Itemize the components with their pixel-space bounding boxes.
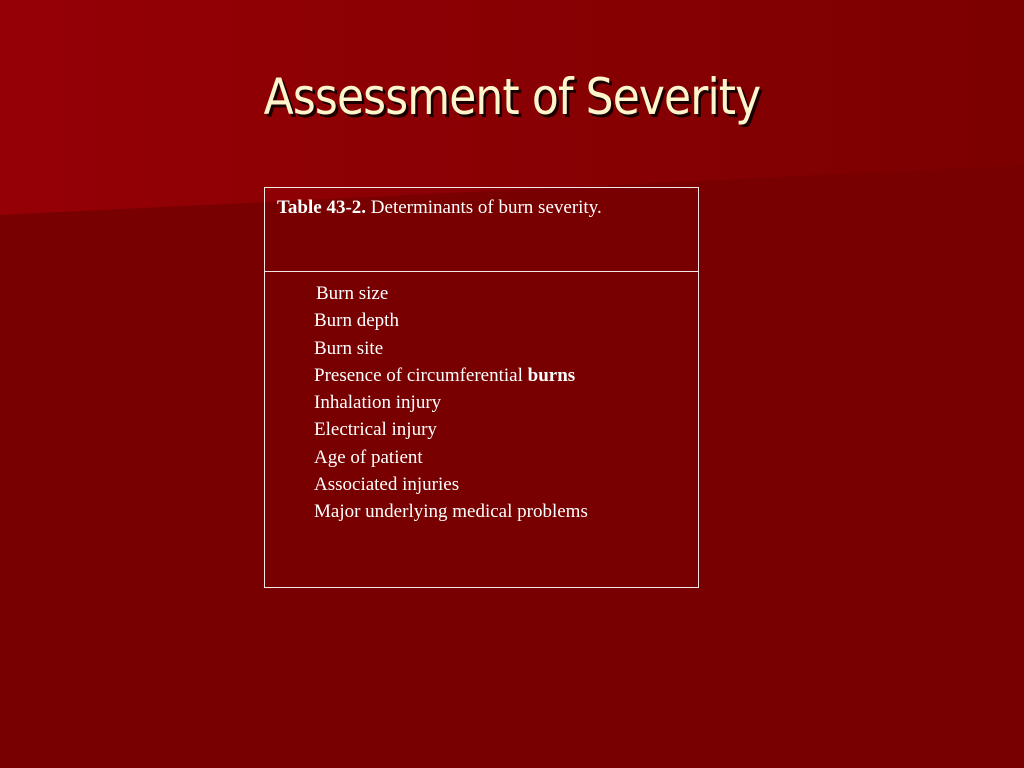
list-item-text: Burn size xyxy=(316,283,389,304)
list-item-text: Major underlying medical problems xyxy=(314,501,588,523)
list-item xyxy=(265,498,698,525)
determinants-list xyxy=(265,280,698,526)
slide-title: Assessment of Severity xyxy=(263,68,761,126)
list-item xyxy=(265,335,698,362)
determinants-table xyxy=(264,187,699,588)
list-item xyxy=(265,389,698,416)
list-item xyxy=(265,280,698,307)
list-item-text: Age of patient xyxy=(314,446,423,468)
list-item xyxy=(265,444,698,471)
list-item-text: Inhalation injury xyxy=(314,392,442,414)
list-item xyxy=(265,416,698,443)
table-caption xyxy=(265,188,698,272)
list-item-text: Electrical injury xyxy=(314,419,437,441)
list-item-bold-text: burns xyxy=(527,364,576,386)
table-caption-number: Table 43-2. xyxy=(277,197,367,218)
list-item-text: Presence of circumferential xyxy=(314,364,528,386)
list-item xyxy=(265,362,698,389)
list-item-text: Burn site xyxy=(314,337,384,359)
list-item-text: Burn depth xyxy=(314,310,399,332)
list-item xyxy=(265,471,698,498)
list-item-text: Associated injuries xyxy=(314,474,460,496)
table-caption-text: Determinants of burn severity. xyxy=(366,197,602,218)
list-item xyxy=(265,307,698,334)
